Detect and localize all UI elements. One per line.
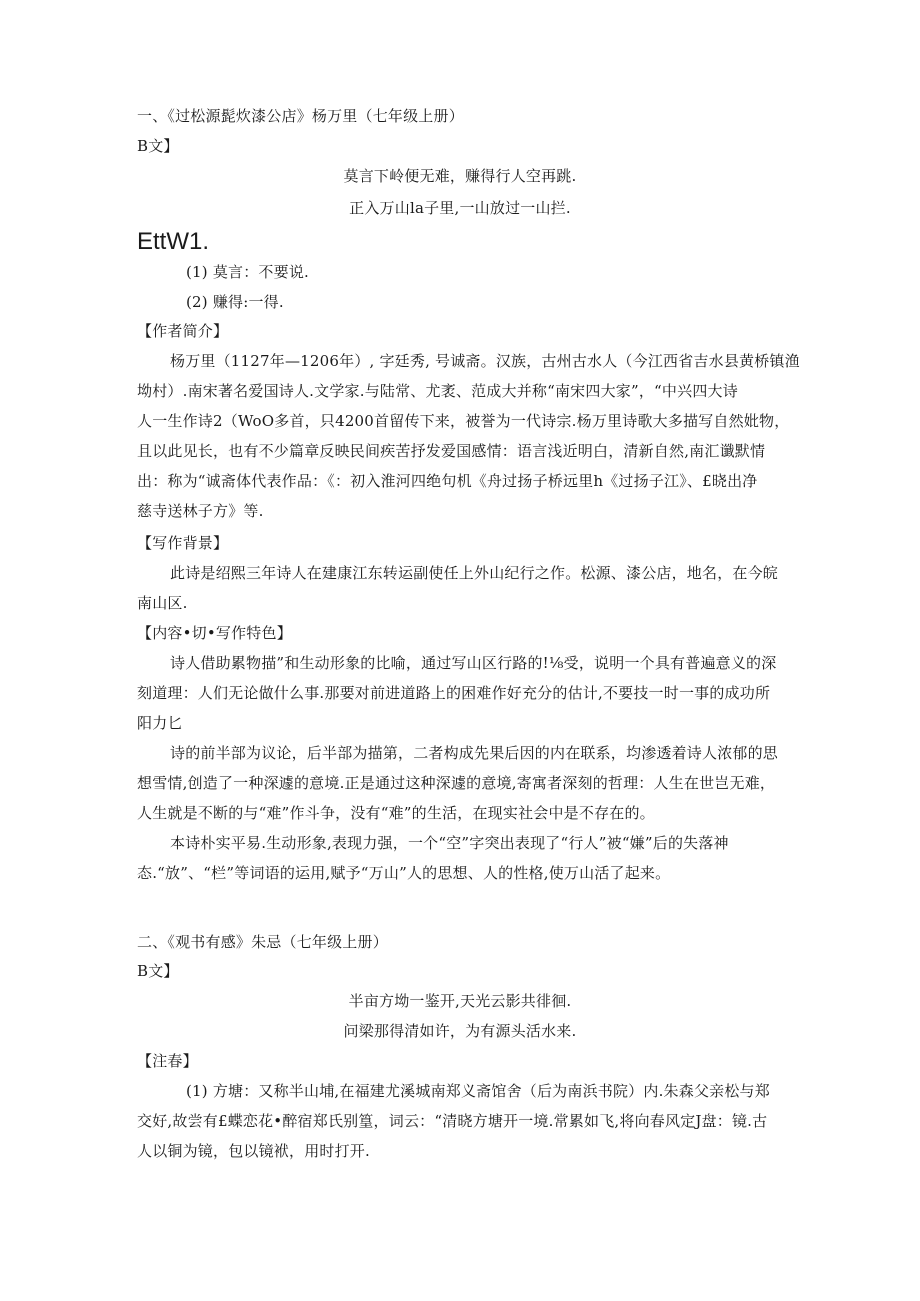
author-line-4: 且以此见长，也有不少篇章反映民间疾苦抒发爱国感情：语言浅近明白，清新自然,南汇谶默情 (137, 442, 766, 460)
background-label: 【写作背景】 (137, 534, 229, 552)
section1-heading: 一、《过松源髭炊漆公店》杨万里（七年级上册） (137, 107, 464, 125)
author-line-3: 人一生作诗2（WoO多首，只4200首留传下来，被誉为一代诗宗.杨万里诗歌大多描写自然妣物， (137, 412, 790, 430)
section2-original-label: B文】 (137, 962, 179, 980)
features-para2-line-2: 想雪情,创造了一种深遽的意境.正是通过这种深遽的意境,寄寓者深刻的哲理：人生在世岂无难， (137, 774, 776, 792)
author-line-2: 坳村）.南宋著名爱国诗人.文学家.与陆常、尤袤、范成大并称“南宋四大家”，“中兴四大诗 (137, 382, 738, 400)
section2-note-line-3: 人以铜为镜，包以镜袱，用时打开. (137, 1142, 370, 1160)
features-para3-line-1: 本诗朴实平易.生动形象,表现力强，一个“空”字突出表现了“行人”被“嫌”后的失落神 (170, 834, 729, 852)
background-line-1: 此诗是绍熙三年诗人在建康江东转运副使任上外山纪行之作。松源、漆公店，地名，在今皖 (170, 564, 779, 582)
section2-poem-line-1: 半亩方坳一鉴开,天光云影共徘徊. (348, 992, 572, 1010)
features-para1-line-1: 诗人借助累物描”和生动形象的比喻，通过写山区行路的!⅛受，说明一个具有普遍意义的深 (170, 654, 777, 672)
section1-notes-label: EttW1. (137, 228, 210, 255)
section2-poem-line-2: 问梁那得清如许，为有源头活水来. (343, 1022, 577, 1040)
author-line-6: 慈寺送林子方》等. (137, 502, 264, 520)
section2-note-line-1: (1) 方塘：又称半山埔,在福建尤溪城南郑义斋馆舍（后为南浜书院）内.朱森父亲松与郑 (186, 1082, 770, 1100)
features-label: 【内容•切•写作特色】 (137, 624, 292, 642)
section2-heading: 二、《观书有感》朱忌（七年级上册） (137, 933, 388, 951)
author-line-5: 出：称为“诚斋体代表作品：《：初入淮河四绝句机《舟过扬子桥远里h《过扬子江》、£晓出净 (137, 472, 758, 490)
section1-note-2: (2) 赚得:一得. (186, 293, 284, 311)
author-line-1: 杨万里（1127年—1206年）, 字廷秀, 号诚斋。汉族，古州古水人（今江西省吉水县黄桥镇渔 (170, 352, 800, 370)
author-label: 【作者简介】 (137, 322, 229, 340)
background-line-2: 南山区. (137, 594, 188, 612)
features-para2-line-1: 诗的前半部为议论，后半部为描第，二者构成先果后因的内在联系，均渗透着诗人浓郁的思 (170, 744, 779, 762)
section1-poem-line-2: 正入万山la子里,一山放过一山拦. (349, 199, 571, 217)
section1-note-1: (1) 莫言：不要说. (186, 263, 309, 281)
features-para2-line-3: 人生就是不断的与“难”作斗争，没有“难”的生活，在现实社会中是不存在的。 (137, 804, 655, 822)
section1-original-label: B文】 (137, 137, 179, 155)
section2-notes-label: 【注春】 (137, 1052, 198, 1070)
section2-note-line-2: 交好,故尝有£蝶恋花•醉宿郑氏别篁，词云：“清晓方塘开一境.常累如飞,将向春风定J盘：镜.古 (137, 1112, 768, 1130)
features-para1-line-2: 刻道理：人们无论做什么事.那要对前进道路上的困难作好充分的估计,不要技一时一事的成功所 (137, 684, 771, 702)
features-para1-line-3: 阳力匕 (137, 714, 183, 732)
section1-poem-line-1: 莫言下岭便无难，赚得行人空再跳. (343, 167, 577, 185)
features-para3-line-2: 态.“放”、“栏”等词语的运用,赋予“万山”人的思想、人的性格,使万山活了起来。 (137, 864, 671, 882)
